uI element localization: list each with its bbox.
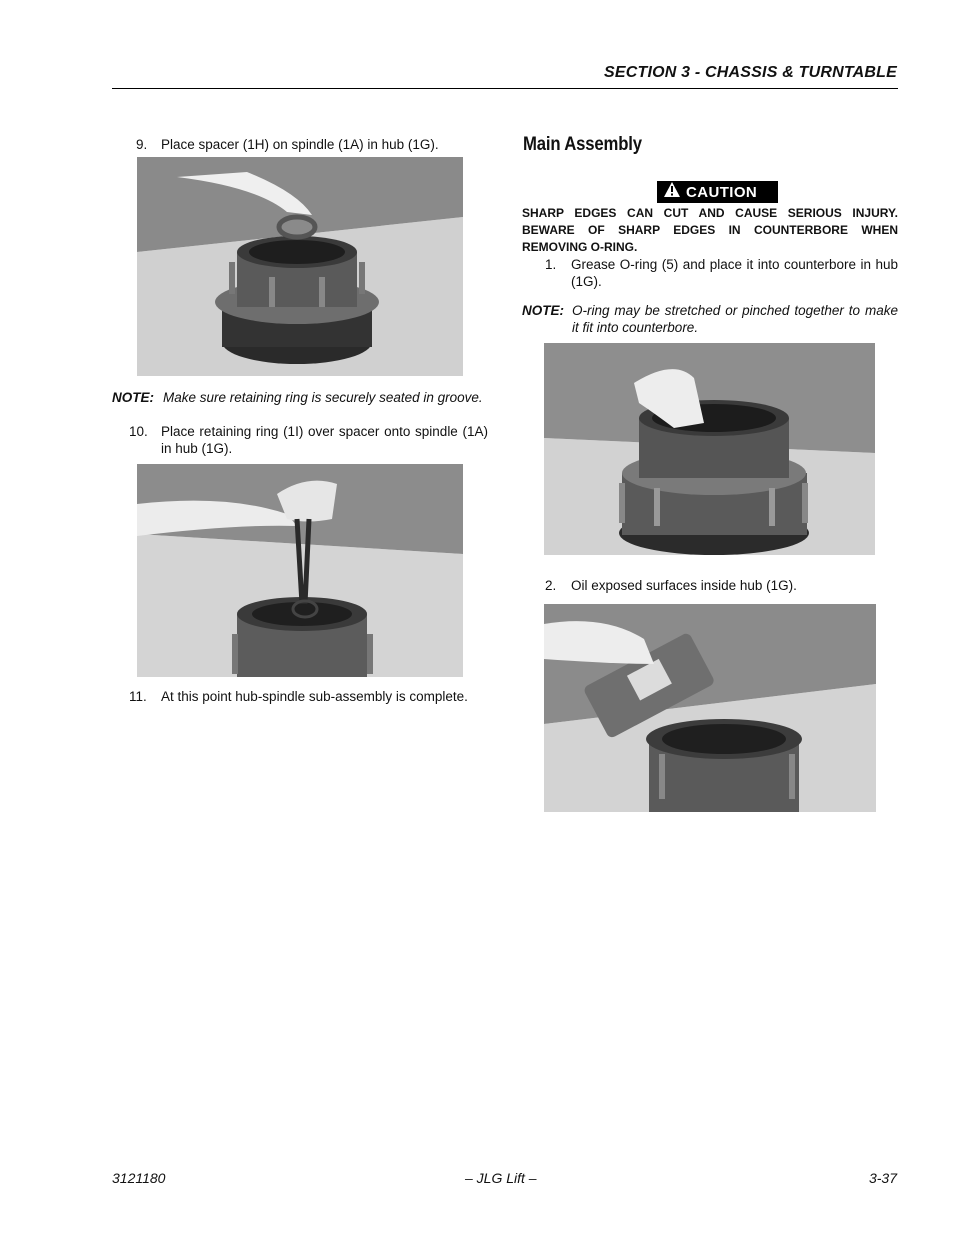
- note-label: NOTE:: [112, 390, 154, 405]
- step-10: [129, 423, 488, 457]
- step-text: Grease O-ring (5) and place it into counterbore in hub (1G).: [571, 257, 898, 289]
- note-o-ring: [522, 302, 898, 336]
- step-text: Place retaining ring (1I) over spacer onto spindle (1A) in hub (1G).: [161, 424, 488, 456]
- step-number: 1.: [545, 257, 557, 272]
- step-text: At this point hub-spindle sub-assembly is complete.: [161, 689, 468, 704]
- note-text: O-ring may be stretched or pinched together to make it fit into counterbore.: [572, 303, 898, 335]
- step-text: Oil exposed surfaces inside hub (1G).: [571, 578, 797, 593]
- caution-text: SHARP EDGES CAN CUT AND CAUSE SERIOUS INJURY. BEWARE OF SHARP EDGES IN COUNTERBORE WHEN REMOVING O-RING.: [522, 206, 898, 254]
- step-number: 11.: [129, 689, 147, 704]
- header-rule: [112, 88, 898, 89]
- photo-place-spacer: [137, 157, 463, 376]
- note-text: Make sure retaining ring is securely seated in groove.: [163, 390, 483, 405]
- note-retaining-ring: [112, 389, 490, 406]
- caution-word: CAUTION: [686, 183, 758, 201]
- warning-triangle-icon: [664, 182, 680, 202]
- step-number: 10.: [129, 424, 148, 439]
- step-9: [136, 136, 488, 153]
- step-2: [545, 577, 898, 594]
- photo-grease-o-ring: [544, 343, 875, 555]
- photo-oil-surfaces: [544, 604, 876, 812]
- section-heading-main-assembly: Main Assembly: [523, 134, 642, 155]
- caution-label: [657, 181, 778, 203]
- section-header-title: SECTION 3 - CHASSIS & TURNTABLE: [603, 64, 897, 81]
- step-number: 9.: [136, 137, 148, 152]
- step-11: [129, 688, 488, 705]
- footer-doc-number: 3121180: [112, 1170, 166, 1186]
- step-number: 2.: [545, 578, 557, 593]
- step-1: [545, 256, 898, 290]
- note-label: NOTE:: [522, 303, 564, 318]
- photo-retaining-ring: [137, 464, 463, 677]
- footer-center: – JLG Lift –: [465, 1170, 537, 1186]
- step-text: Place spacer (1H) on spindle (1A) in hub (1G).: [161, 137, 439, 152]
- footer-page-number: 3-37: [868, 1170, 897, 1186]
